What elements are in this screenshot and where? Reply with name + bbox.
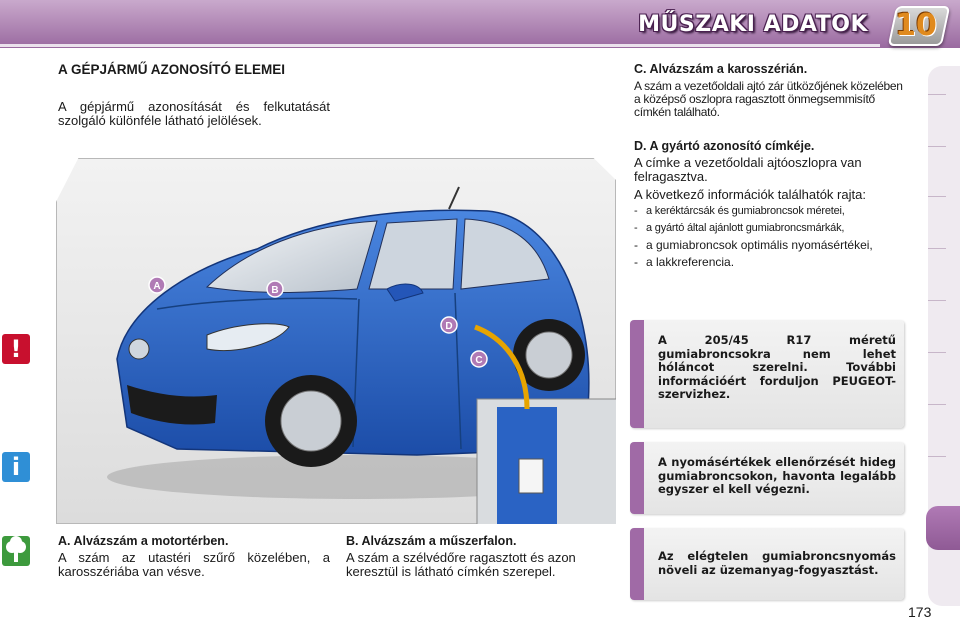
tab-divider [928,300,946,301]
section-b-title: B. Alvázszám a műszerfalon. [346,534,517,548]
eco-note-text: Az elégtelen gumiabroncsnyomás növeli az üzemanyag-fogyasztást. [658,549,896,577]
callout-b [267,281,283,297]
chapter-title: MŰSZAKI ADATOK [638,12,868,37]
section-d-text-2: A következő információk találhatók rajta: [634,187,866,202]
callout-c [471,351,487,367]
warning-icon: ! [2,334,30,364]
car-drawing [57,159,617,525]
svg-text:B: B [271,285,279,296]
section-b-text: A szám a szélvédőre ragasztott és azon keresztül is látható címkén szerepel. [346,550,576,579]
note-accent-bar [630,528,644,600]
tab-divider [928,456,946,457]
svg-text:D: D [445,321,453,332]
section-d-title: D. A gyártó azonosító címkéje. [634,139,815,153]
tab-divider [928,146,946,147]
warning-note-text: A 205/45 R17 méretű gumiabroncsokra nem lehet hóláncot szerelni. További információért forduljon PEUGEOT-szervizhez. [658,333,896,401]
section-c-title: C. Alvázszám a karosszérián. [634,62,808,76]
list-item: - a gyártó által ajánlott gumiabroncsmárkák, [634,221,906,235]
tab-divider [928,94,946,95]
callout-d [441,317,457,333]
info-icon: i [2,452,30,482]
svg-text:A: A [153,281,161,292]
car-illustration [56,158,616,524]
tab-divider [928,352,946,353]
note-accent-bar [630,320,644,428]
page-number: 173 [908,604,932,620]
section-d-text-1: A címke a vezetőoldali ajtóoszlopra van felragasztva. [634,155,862,184]
chapter-tab-active[interactable] [926,506,960,550]
tab-divider [928,404,946,405]
warning-note [630,320,904,428]
list-item: - a keréktárcsák és gumiabroncsok méretei, [634,204,906,218]
chapter-number: 10 [895,8,937,43]
section-a-text: A szám az utastéri szűrő közelében, a karosszériába van vésve. [58,550,330,579]
eco-tree-icon [2,536,30,566]
manufacturer-label [519,459,543,493]
brand-logo [129,339,149,359]
svg-text:C: C [475,355,483,366]
intro-paragraph: A gépjármű azonosítását és felkutatását szolgáló különféle látható jelölések. [58,99,330,128]
label-info-list [634,204,906,272]
tab-divider [928,248,946,249]
eco-note [630,528,904,600]
info-note-text: A nyomásértékek ellenőrzését hideg gumiabroncsokon, havonta legalább egyszer el kell végezni. [658,455,896,496]
info-note [630,442,904,514]
section-c-text: A szám a vezetőoldali ajtó zár ütközőjének közelében a középső oszlopra ragasztott önmegsemmisítő címkén található. [634,79,903,119]
tab-divider [928,196,946,197]
list-item: - a lakkreferencia. [634,255,906,269]
callout-a [149,277,165,293]
section-a-title: A. Alvázszám a motortérben. [58,534,229,548]
header-divider [0,44,880,47]
note-accent-bar [630,442,644,514]
list-item: - a gumiabroncsok optimális nyomásértékei, [634,238,906,252]
section-heading: A GÉPJÁRMŰ AZONOSÍTÓ ELEMEI [58,62,286,77]
